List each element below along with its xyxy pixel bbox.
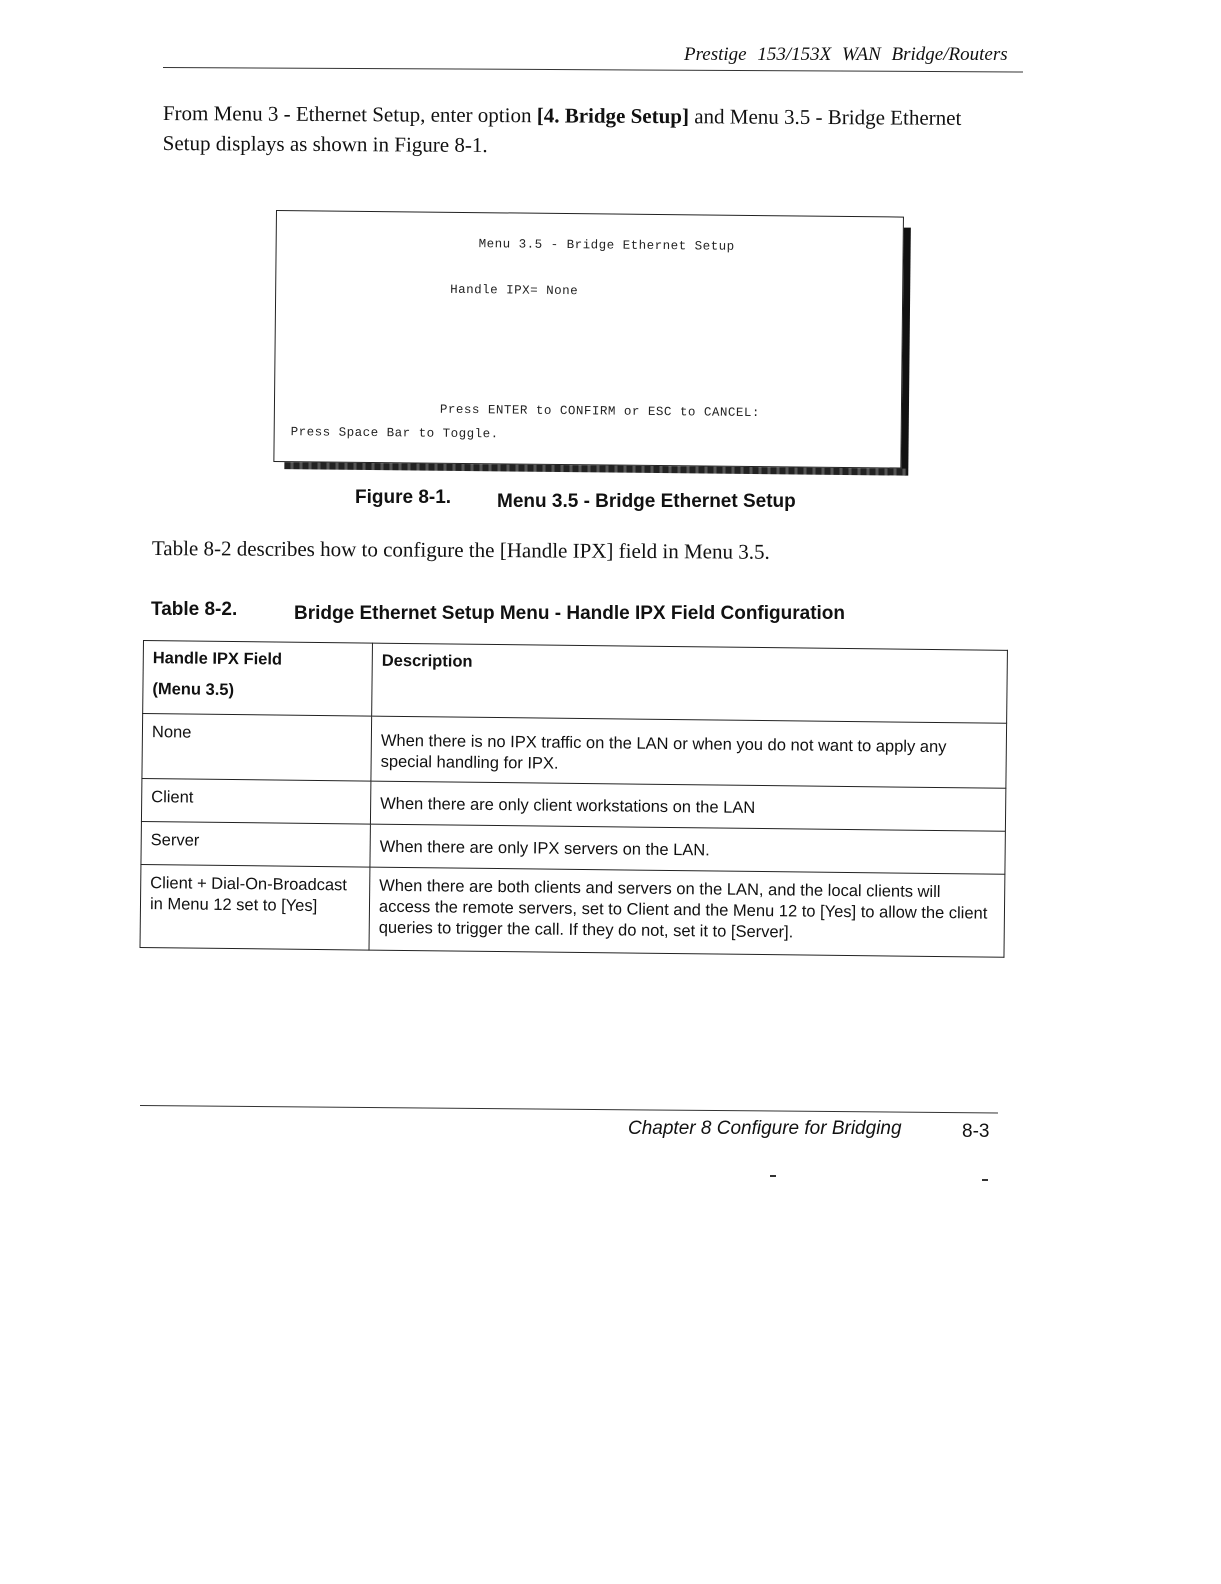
terminal-toggle-hint: Press Space Bar to Toggle. — [290, 425, 499, 442]
terminal-shadow-right — [901, 228, 911, 476]
cell-field: None — [142, 714, 372, 782]
cell-description: When there are only client workstations on the LAN — [370, 781, 1005, 831]
intro-paragraph — [163, 98, 1013, 163]
table-header-row — [143, 641, 1008, 724]
cell-field: Server — [141, 821, 370, 867]
intro-text-after: and Menu 3.5 - Bridge Ethernet Setup displays as shown in Figure 8-1. — [162, 104, 962, 157]
header-rule — [163, 67, 1023, 73]
cell-field: Client + Dial-On-Broadcast in Menu 12 set to [Yes] — [140, 864, 370, 950]
scan-speck — [982, 1179, 988, 1181]
cell-description: When there are both clients and servers on the LAN, and the local clients will access the remote servers, set to Client and the Menu 12 to [Yes] to allow the client queries to trigger the call. If they do not, set it to [Server]. — [369, 867, 1005, 957]
table-title: Bridge Ethernet Setup Menu - Handle IPX Field Configuration — [294, 603, 846, 624]
header-cell-field — [143, 641, 373, 717]
table-number: Table 8-2. — [151, 599, 238, 620]
cell-description: When there are only IPX servers on the LAN. — [370, 824, 1005, 874]
header-field-line1: Handle IPX Field — [152, 649, 283, 669]
terminal-confirm-prompt: Press ENTER to CONFIRM or ESC to CANCEL: — [439, 402, 761, 421]
header-cell-description: Description — [372, 643, 1008, 723]
table-row — [140, 864, 1005, 957]
table-intro-paragraph: Table 8-2 describes how to configure the [Handle IPX] field in Menu 3.5. — [151, 536, 770, 564]
scan-speck — [770, 1175, 776, 1177]
terminal-screen — [273, 210, 904, 469]
terminal-shadow-bottom — [284, 462, 906, 476]
footer-page-number: 8-3 — [962, 1121, 990, 1142]
intro-option-bold: [4. Bridge Setup] — [536, 103, 690, 129]
footer-rule — [140, 1105, 998, 1113]
intro-text-before: From Menu 3 - Ethernet Setup, enter option — [162, 100, 537, 128]
figure-title: Menu 3.5 - Bridge Ethernet Setup — [497, 491, 796, 512]
figure-number: Figure 8-1. — [355, 487, 452, 508]
cell-description: When there is no IPX traffic on the LAN or when you do not want to apply any special handling for IPX. — [371, 716, 1007, 788]
terminal-field-handle-ipx: Handle IPX= None — [450, 282, 579, 299]
running-header: Prestige 153/153X WAN Bridge/Routers — [684, 44, 1008, 65]
handle-ipx-table — [140, 640, 1008, 958]
footer-chapter: Chapter 8 Configure for Bridging — [628, 1118, 902, 1139]
cell-field: Client — [141, 778, 370, 824]
terminal-title: Menu 3.5 - Bridge Ethernet Setup — [478, 237, 735, 254]
table-row — [142, 714, 1007, 789]
header-field-line2: (Menu 3.5) — [152, 680, 235, 700]
